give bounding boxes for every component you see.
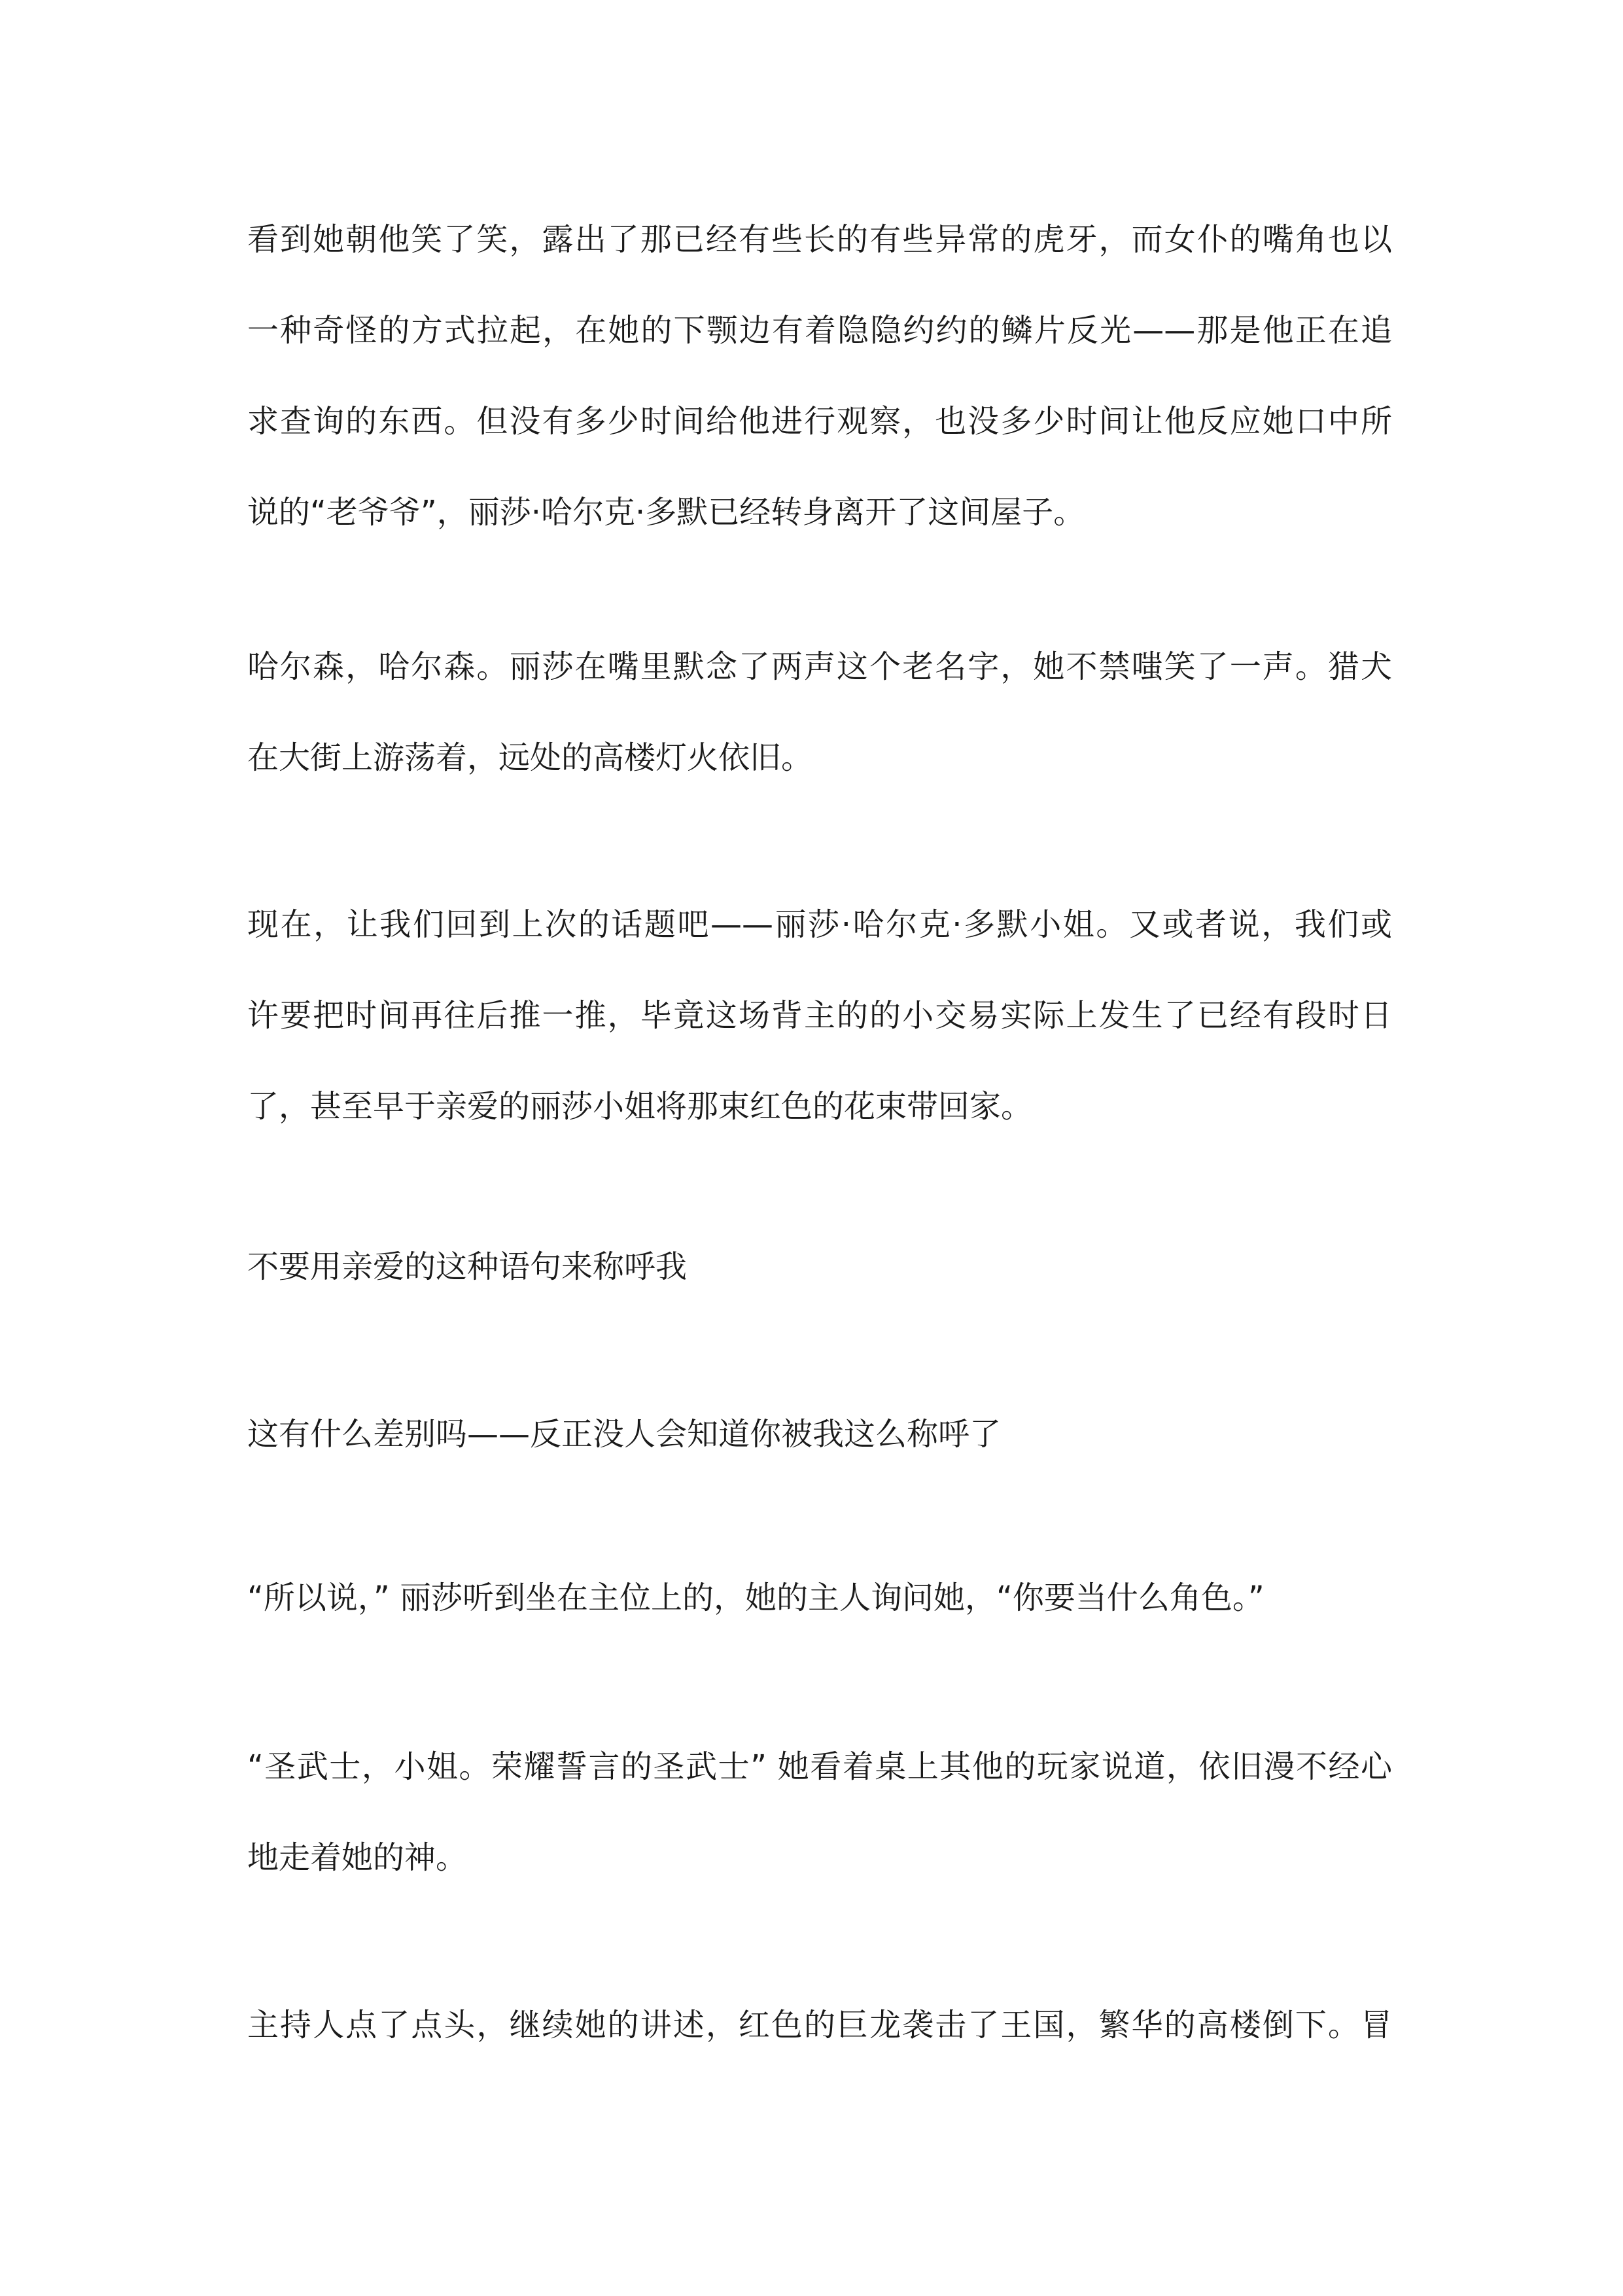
paragraph-3-line-2: 许要把时间再往后推一推，毕竟这场背主的的小交易实际上发生了已经有段时日 <box>247 997 1392 1034</box>
paragraph-1-line-4: 说的“老爷爷”，丽莎·哈尔克·多默已经转身离开了这间屋子。 <box>247 494 1085 531</box>
paragraph-2-line-1: 哈尔森，哈尔森。丽莎在嘴里默念了两声这个老名字，她不禁嗤笑了一声。猎犬 <box>247 648 1392 685</box>
paragraph-1-line-3: 求查询的东西。但没有多少时间给他进行观察，也没多少时间让他反应她口中所 <box>247 403 1392 440</box>
paragraph-5-line-1: 这有什么差别吗——反正没人会知道你被我这么称呼了 <box>247 1416 1002 1453</box>
paragraph-1-line-2: 一种奇怪的方式拉起，在她的下颚边有着隐隐约约的鳞片反光——那是他正在追 <box>247 312 1392 349</box>
paragraph-1-line-1: 看到她朝他笑了笑，露出了那已经有些长的有些异常的虎牙，而女仆的嘴角也以 <box>247 221 1392 258</box>
paragraph-3-line-3: 了，甚至早于亲爱的丽莎小姐将那束红色的花束带回家。 <box>247 1088 1033 1125</box>
paragraph-7-line-1: “圣武士，小姐。荣耀誓言的圣武士” 她看着桌上其他的玩家说道，依旧漫不经心 <box>247 1748 1392 1785</box>
paragraph-3-line-1: 现在，让我们回到上次的话题吧——丽莎·哈尔克·多默小姐。又或者说，我们或 <box>247 906 1392 943</box>
paragraph-6-line-1: “所以说，” 丽莎听到坐在主位上的，她的主人询问她，“你要当什么角色。” <box>247 1580 1265 1616</box>
paragraph-2-line-2: 在大街上游荡着，远处的高楼灯火依旧。 <box>247 739 813 776</box>
paragraph-4-line-1: 不要用亲爱的这种语句来称呼我 <box>247 1248 688 1285</box>
paragraph-8-line-1: 主持人点了点头，继续她的讲述，红色的巨龙袭击了王国，繁华的高楼倒下。冒 <box>247 2007 1392 2043</box>
paragraph-7-line-2: 地走着她的神。 <box>247 1839 468 1876</box>
